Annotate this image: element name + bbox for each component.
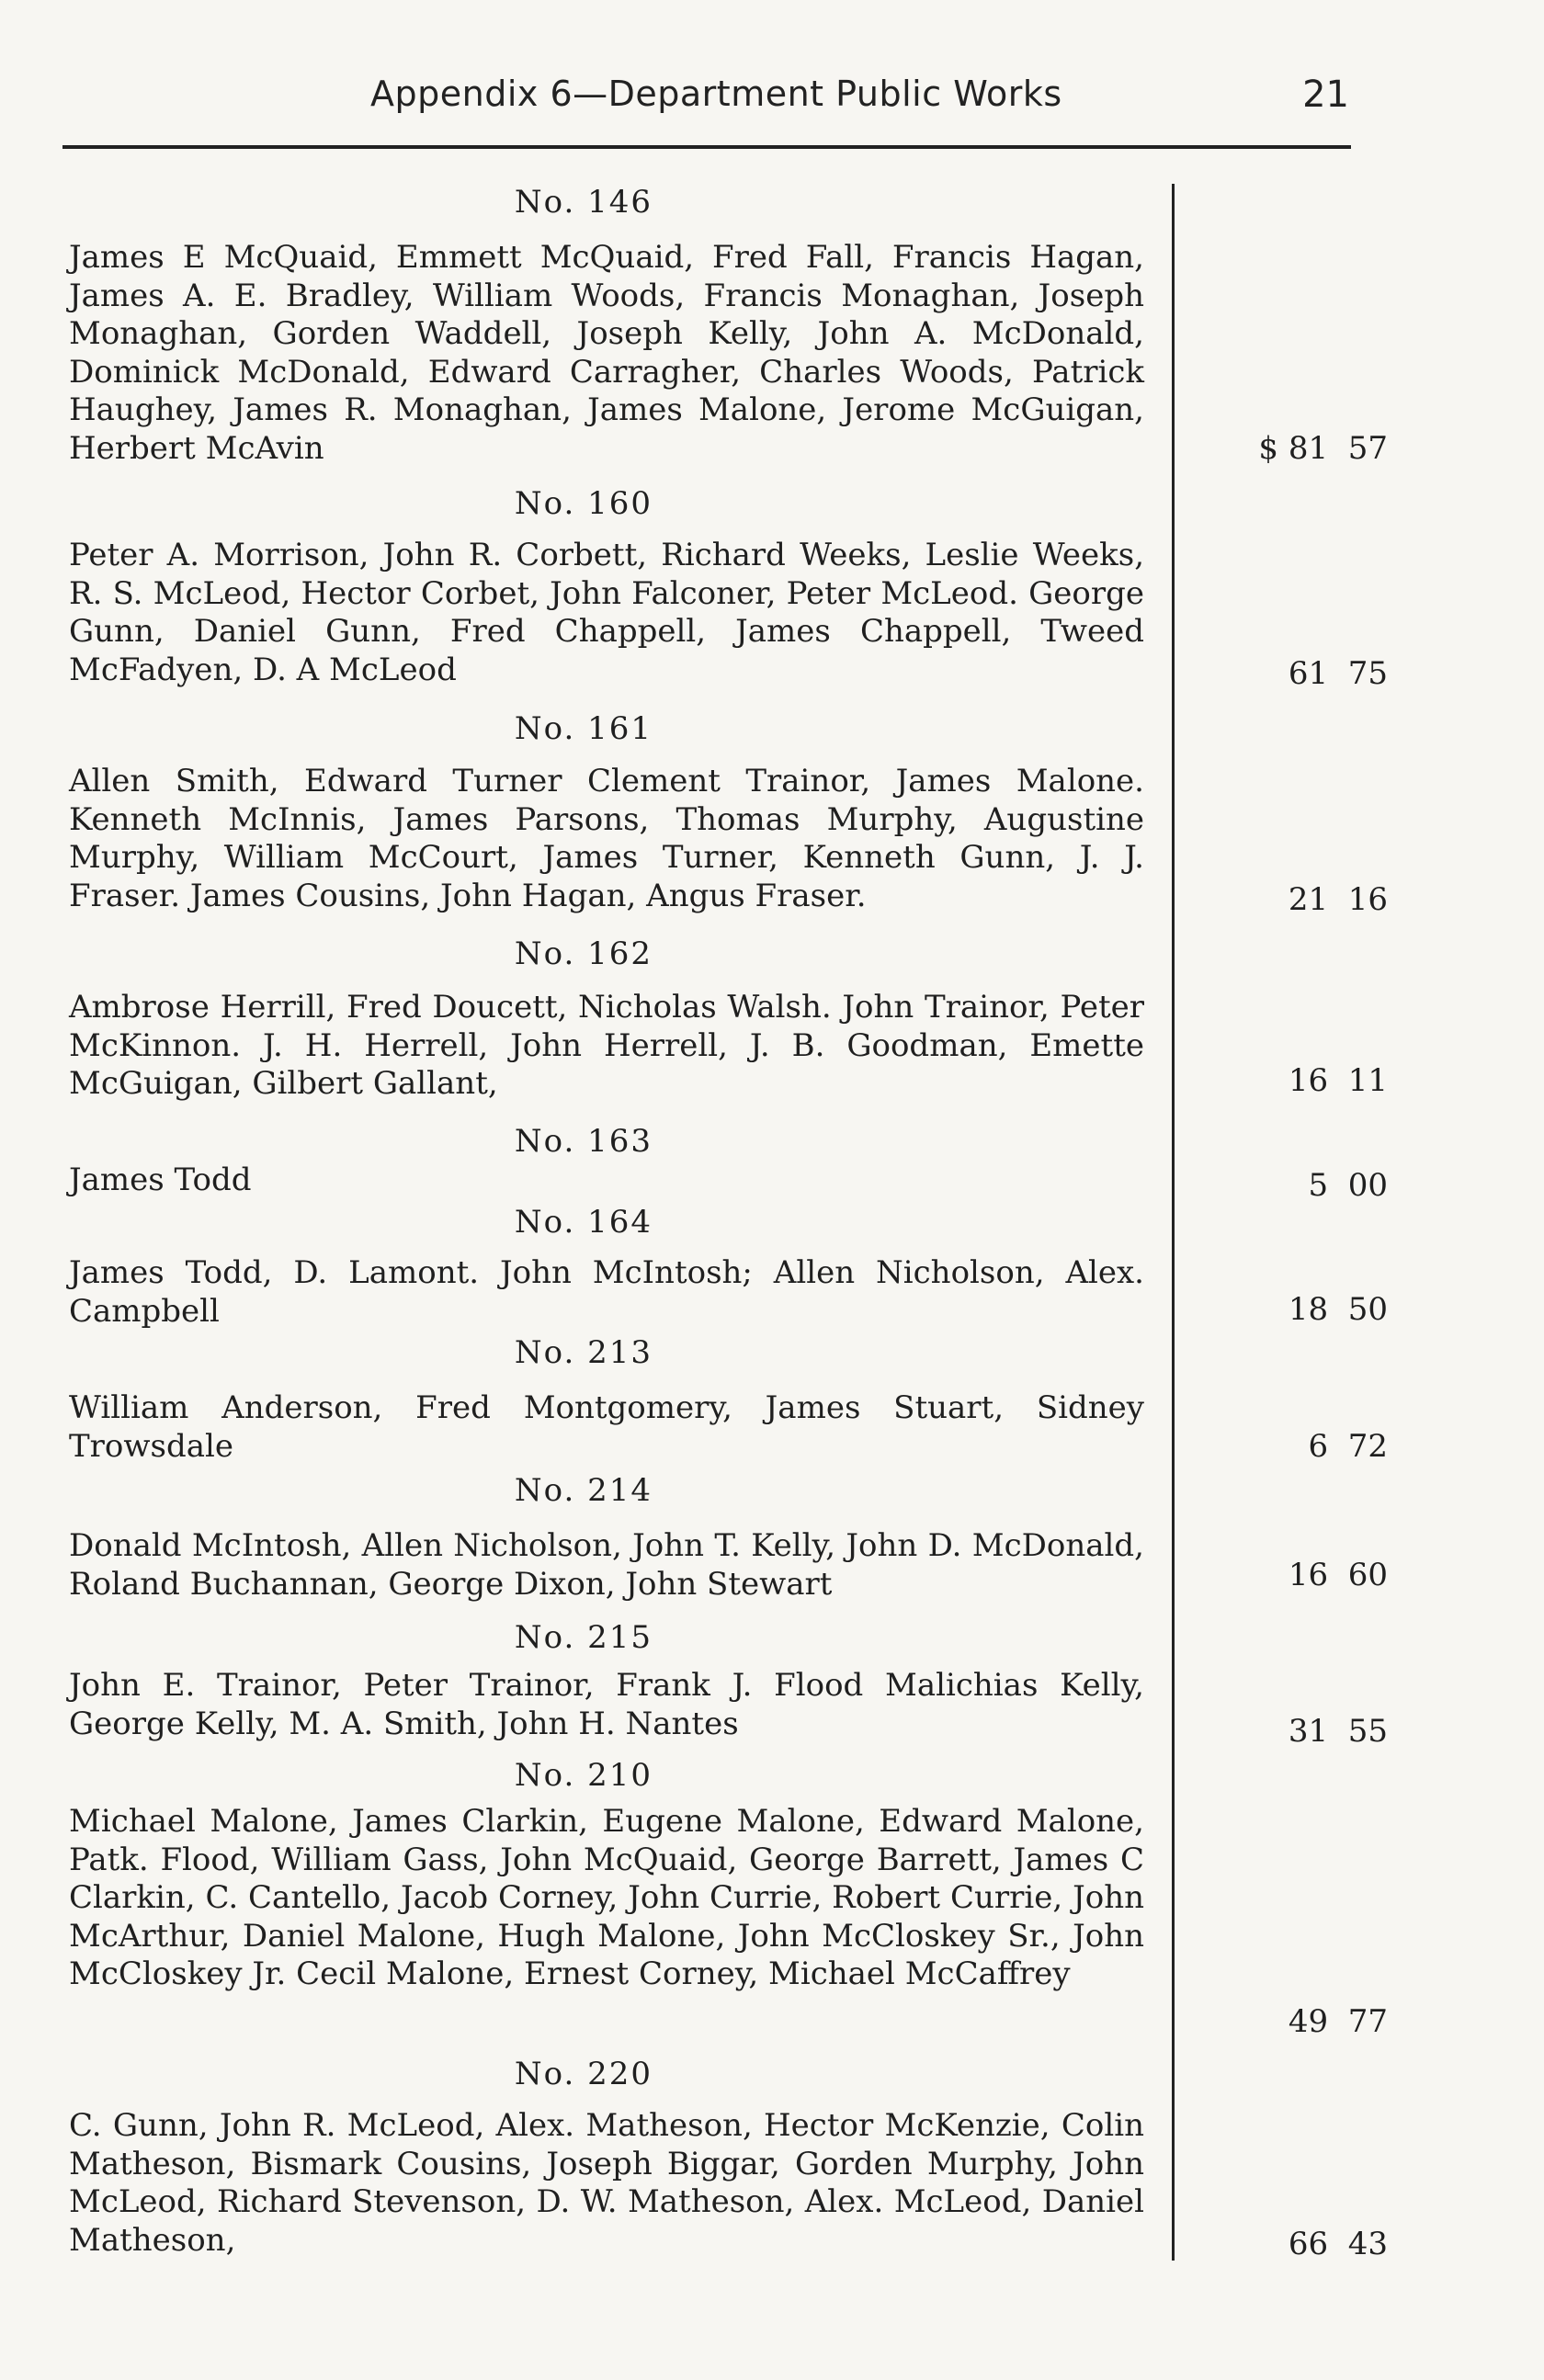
entry-amount: 31 55	[1288, 1713, 1388, 1750]
entry-names: C. Gunn, John R. McLeod, Alex. Matheson, Hector McKenzie, Colin Matheson, Bismark Cousins, Joseph Biggar, Gorden Murphy, John McLeod, Richard Stevenson, D. W. Matheson, Alex. McLeod, Daniel Matheson,	[69, 2107, 1144, 2259]
entry-number: No. 213	[514, 1334, 653, 1371]
entry-number: No. 210	[514, 1757, 653, 1794]
entry-number: No. 160	[514, 485, 653, 522]
header-title: Appendix 6—Department Public Works	[370, 74, 1062, 114]
entry-number: No. 162	[514, 935, 653, 972]
entry-number: No. 163	[514, 1123, 653, 1160]
entry-amount: 49 77	[1288, 2003, 1388, 2040]
entry-amount: $ 81 57	[1258, 430, 1388, 467]
entry-number: No. 146	[514, 184, 653, 221]
entry-names: William Anderson, Fred Montgomery, James Stuart, Sidney Trowsdale	[69, 1389, 1144, 1465]
entry-names: Allen Smith, Edward Turner Clement Trainor, James Malone. Kenneth McInnis, James Parsons, Thomas Murphy, Augustine Murphy, William McCourt, James Turner, Kenneth Gunn, J. J. Fraser. James Cousins, John Hagan, Angus Fraser.	[69, 763, 1144, 914]
entry-number: No. 215	[514, 1619, 653, 1656]
entry-amount: 66 43	[1288, 2226, 1388, 2262]
entry-number: No. 220	[514, 2056, 653, 2092]
entry-number: No. 161	[514, 710, 653, 747]
entry-number: No. 164	[514, 1204, 653, 1241]
entry-amount: 6 72	[1308, 1428, 1388, 1465]
entry-names: John E. Trainor, Peter Trainor, Frank J. Flood Malichias Kelly, George Kelly, M. A. Smith, John H. Nantes	[69, 1667, 1144, 1742]
entry-amount: 21 16	[1288, 881, 1388, 918]
entry-amount: 61 75	[1288, 655, 1388, 692]
entry-names: James Todd	[69, 1162, 252, 1198]
entry-amount: 18 50	[1288, 1291, 1388, 1328]
entry-names: Ambrose Herrill, Fred Doucett, Nicholas Walsh. John Trainor, Peter McKinnon. J. H. Herrell, John Herrell, J. B. Goodman, Emette McGuigan, Gilbert Gallant,	[69, 989, 1144, 1102]
entry-names: Peter A. Morrison, John R. Corbett, Richard Weeks, Leslie Weeks, R. S. McLeod, Hector Corbet, John Falconer, Peter McLeod. George Gunn, Daniel Gunn, Fred Chappell, James Chappell, Tweed McFadyen, D. A McLeod	[69, 537, 1144, 688]
entry-amount: 16 60	[1288, 1557, 1388, 1593]
entry-names: Michael Malone, James Clarkin, Eugene Malone, Edward Malone, Patk. Flood, William Gass, John McQuaid, George Barrett, James C Clarkin, C. Cantello, Jacob Corney, John Currie, Robert Currie, John McArthur, Daniel Malone, Hugh Malone, John McCloskey Sr., John McCloskey Jr. Cecil Malone, Ernest Corney, Michael McCaffrey	[69, 1803, 1144, 1992]
entry-amount: 5 00	[1308, 1167, 1388, 1204]
entry-number: No. 214	[514, 1472, 653, 1509]
entry-names: James E McQuaid, Emmett McQuaid, Fred Fall, Francis Hagan, James A. E. Bradley, William Woods, Francis Monaghan, Joseph Monaghan, Gorden Waddell, Joseph Kelly, John A. McDonald, Dominick McDonald, Edward Carragher, Charles Woods, Patrick Haughey, James R. Monaghan, James Malone, Jerome McGuigan, Herbert McAvin	[69, 239, 1144, 467]
entry-amount: 16 11	[1288, 1062, 1388, 1099]
entry-names: James Todd, D. Lamont. John McIntosh; Allen Nicholson, Alex. Campbell	[69, 1254, 1144, 1330]
page-number: 21	[1302, 74, 1349, 116]
entry-names: Donald McIntosh, Allen Nicholson, John T. Kelly, John D. McDonald, Roland Buchannan, George Dixon, John Stewart	[69, 1527, 1144, 1603]
